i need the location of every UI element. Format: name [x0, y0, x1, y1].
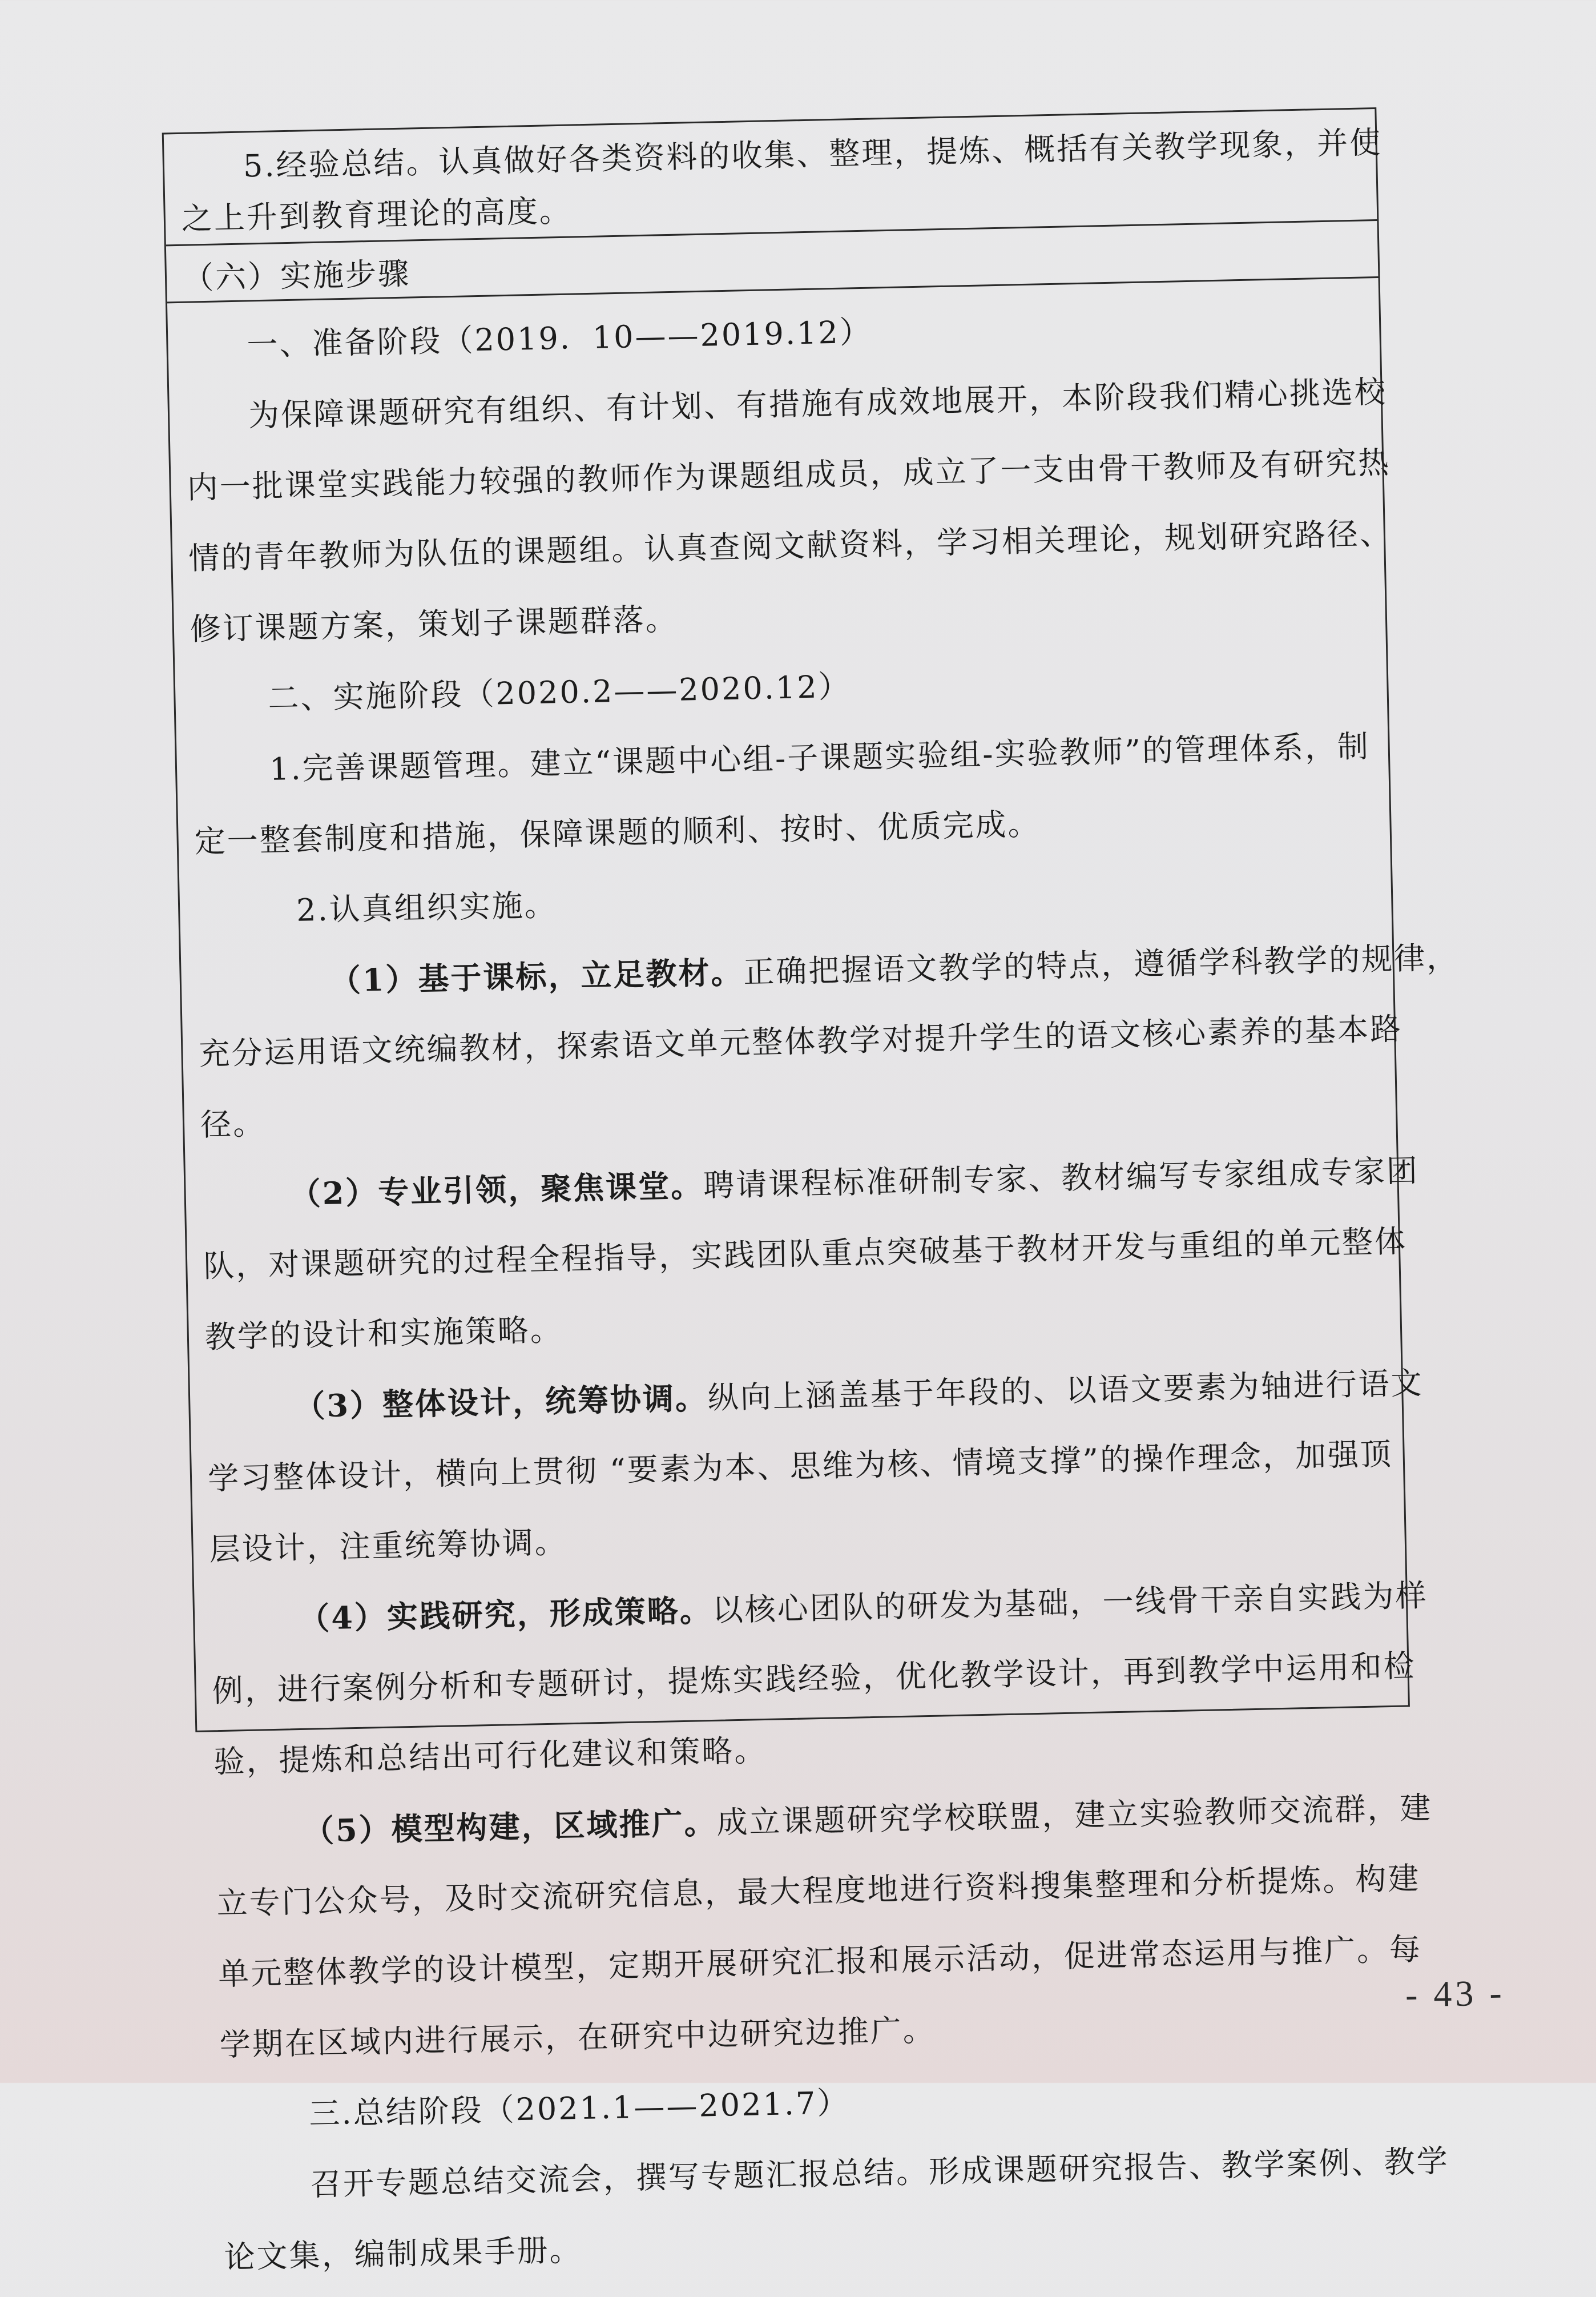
text-line: 5.经验总结。认真做好各类资料的收集、整理，提炼、概括有关教学现象，并使 — [243, 124, 1383, 184]
text-line: 论文集，编制成果手册。 — [224, 2231, 583, 2276]
text-line: 学期在区域内进行展示，在研究中边研究边推广。 — [219, 2012, 936, 2063]
text-line: 情的青年教师为队伍的课题组。认真查阅文献资料，学习相关理论，规划研究路径、 — [188, 515, 1393, 577]
text-line: 召开专题总结交流会，撰写专题汇报总结。形成课题研究报告、教学案例、教学 — [310, 2143, 1450, 2203]
text-line: 立专门公众号，及时交流研究信息，最大程度地进行资料搜集整理和分析提炼。构建 — [216, 1860, 1421, 1922]
text-line: 定一整套制度和措施，保障课题的顺利、按时、优质完成。 — [194, 806, 1041, 860]
sub-item-text: 正确把握语文教学的特点，遵循学科教学的规律， — [743, 939, 1460, 991]
text-line: 例，进行案例分析和专题研讨，提炼实践经验，优化教学设计，再到教学中运用和检 — [212, 1648, 1417, 1709]
phase2-title: 二、实施阶段（2020.2——2020.12） — [267, 668, 852, 717]
page-number: - 43 - — [1405, 1972, 1506, 2015]
sub-item-lead: （5）模型构建，区域推广。 — [303, 1804, 718, 1849]
phase1-title: 一、准备阶段（2019．10——2019.12） — [246, 313, 873, 363]
sub-item-text: 以核心团队的研发为基础，一线骨干亲自实践为样 — [712, 1577, 1429, 1628]
sub-item-lead: （2）专业引领，聚焦课堂。 — [289, 1167, 704, 1213]
text-line: 单元整体教学的设计模型，定期开展研究汇报和展示活动，促进常态运用与推广。每 — [217, 1931, 1422, 1993]
sub-item-text: 成立课题研究学校联盟，建立实验教师交流群，建 — [716, 1789, 1433, 1841]
item2-title: 2.认真组织实施。 — [296, 887, 558, 928]
text-line: 充分运用语文统编教材，探索语文单元整体教学对提升学生的语文核心素养的基本路 — [198, 1011, 1403, 1072]
text-line: 修订课题方案，策划子课题群落。 — [190, 601, 679, 647]
phase3-title: 三.总结阶段（2021.1——2021.7） — [308, 2085, 850, 2132]
text-line: 1.完善课题管理。建立“课题中心组-子课题实验组-实验教师”的管理体系，制 — [269, 728, 1371, 787]
text-line: 内一批课堂实践能力较强的教师作为课题组成员，成立了一支由骨干教师及有研究热 — [187, 444, 1391, 506]
section-heading: （六）实施步骤 — [182, 255, 411, 296]
sub-item-text: 聘请课程标准研制专家、教材编写专家组成专家团 — [703, 1152, 1420, 1204]
text-line: 径。 — [200, 1105, 266, 1143]
text-line: 之上升到教育理论的高度。 — [181, 192, 573, 237]
sub-item-lead: （1）基于课标，立足教材。 — [329, 954, 744, 999]
text-line: 教学的设计和实施策略。 — [204, 1312, 563, 1355]
sub-item-text: 纵向上涵盖基于年段的、以语文要素为轴进行语文 — [707, 1365, 1424, 1416]
text-line: 层设计，注重统筹协调。 — [209, 1524, 568, 1568]
sub-item-lead: （4）实践研究，形成策略。 — [298, 1591, 713, 1638]
sub-item-lead: （3）整体设计，统筹协调。 — [293, 1379, 708, 1425]
text-line: 队，对课题研究的过程全程指导，实践团队重点突破基于教材开发与重组的单元整体 — [203, 1223, 1408, 1285]
text-line: 学习整体设计，横向上贯彻 “要素为本、思维为核、情境支撑”的操作理念，加强顶 — [207, 1435, 1393, 1497]
text-line: 验，提炼和总结出可行化建议和策略。 — [213, 1732, 767, 1780]
text-line: 为保障课题研究有组织、有计划、有措施有成效地展开，本阶段我们精心挑选校 — [248, 373, 1388, 434]
